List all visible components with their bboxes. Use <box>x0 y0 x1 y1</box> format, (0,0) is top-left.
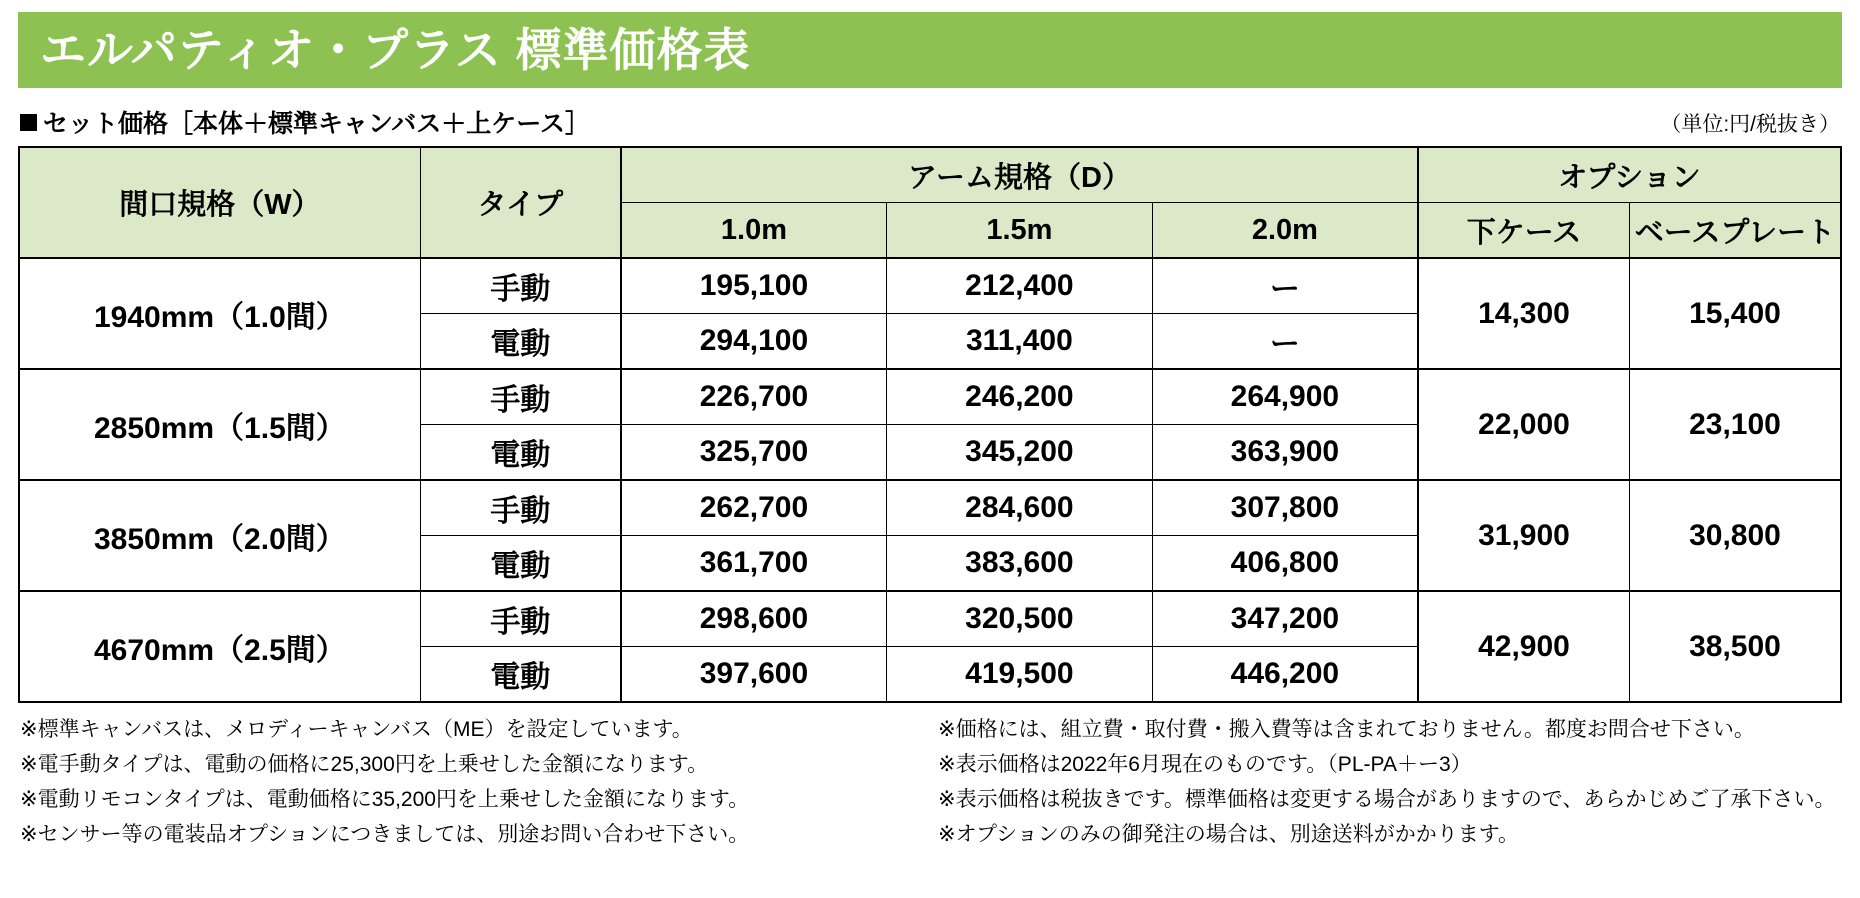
note-item: ※電動リモコンタイプは、電動価格に35,200円を上乗せした金額になります。 <box>20 787 750 811</box>
set-price-label <box>20 104 590 140</box>
price-table <box>18 146 1842 703</box>
row-width-spec: 1940mm（1.0間） <box>19 258 420 369</box>
price-cell: 345,200 <box>887 425 1153 481</box>
option-lower-case-cell: 42,900 <box>1418 591 1629 702</box>
price-cell: 246,200 <box>887 369 1153 425</box>
note-item: ※表示価格は税抜きです。標準価格は変更する場合がありますので、あらかじめご了承下さい。 <box>938 787 1836 811</box>
option-base-plate-cell: 15,400 <box>1629 258 1841 369</box>
option-base-plate-cell: 23,100 <box>1629 369 1841 480</box>
option-base-plate-cell: 30,800 <box>1629 480 1841 591</box>
price-cell: 320,500 <box>887 591 1153 647</box>
row-width-spec: 3850mm（2.0間） <box>19 480 420 591</box>
bullet-square-icon <box>20 114 37 131</box>
header-arm-1-5m: 1.5m <box>887 203 1153 259</box>
price-cell: 406,800 <box>1152 536 1418 592</box>
header-arm-spec: アーム規格（D） <box>621 147 1418 203</box>
price-cell: 311,400 <box>887 314 1153 370</box>
set-price-text: セット価格［本体＋標準キャンバス＋上ケース］ <box>43 110 591 138</box>
row-type: 電動 <box>420 536 621 592</box>
price-cell: 325,700 <box>621 425 887 481</box>
row-width-spec: 2850mm（1.5間） <box>19 369 420 480</box>
price-cell: 363,900 <box>1152 425 1418 481</box>
price-table-page <box>0 12 1860 898</box>
price-cell: 226,700 <box>621 369 887 425</box>
price-cell: 307,800 <box>1152 480 1418 536</box>
price-cell: 419,500 <box>887 647 1153 703</box>
header-width-spec: 間口規格（W） <box>19 147 420 258</box>
note-item: ※電手動タイプは、電動の価格に25,300円を上乗せした金額になります。 <box>20 752 709 776</box>
price-cell: ー <box>1152 314 1418 370</box>
row-type: 電動 <box>420 647 621 703</box>
price-cell: 361,700 <box>621 536 887 592</box>
header-option-base-plate: ベースプレート <box>1629 203 1841 259</box>
price-cell: 383,600 <box>887 536 1153 592</box>
note-item: ※表示価格は2022年6月現在のものです。（PL‐PA＋ー3） <box>938 752 1472 776</box>
title-bar <box>18 12 1842 88</box>
notes-column-left <box>20 717 930 857</box>
option-base-plate-cell: 38,500 <box>1629 591 1841 702</box>
table-row <box>19 258 1841 314</box>
notes-section <box>18 717 1842 857</box>
row-type: 手動 <box>420 480 621 536</box>
header-arm-2-0m: 2.0m <box>1152 203 1418 259</box>
row-type: 手動 <box>420 369 621 425</box>
price-cell: 298,600 <box>621 591 887 647</box>
note-item: ※オプションのみの御発注の場合は、別途送料がかかります。 <box>938 822 1520 846</box>
header-type: タイプ <box>420 147 621 258</box>
price-cell: 284,600 <box>887 480 1153 536</box>
price-cell: 212,400 <box>887 258 1153 314</box>
note-item: ※標準キャンバスは、メロディーキャンバス（ME）を設定しています。 <box>20 718 693 741</box>
table-row <box>19 480 1841 536</box>
unit-note: （単位:円/税抜き） <box>1660 113 1840 136</box>
price-cell: 264,900 <box>1152 369 1418 425</box>
row-type: 電動 <box>420 314 621 370</box>
row-type: 手動 <box>420 591 621 647</box>
price-cell: 262,700 <box>621 480 887 536</box>
header-option: オプション <box>1418 147 1841 203</box>
price-cell: 195,100 <box>621 258 887 314</box>
page-title: エルパティオ・プラス 標準価格表 <box>40 24 751 76</box>
notes-column-right <box>930 717 1840 857</box>
option-lower-case-cell: 14,300 <box>1418 258 1629 369</box>
note-item: ※センサー等の電装品オプションにつきましては、別途お問い合わせ下さい。 <box>20 822 750 846</box>
table-row <box>19 369 1841 425</box>
subheader-row <box>18 104 1842 140</box>
price-cell: 294,100 <box>621 314 887 370</box>
row-width-spec: 4670mm（2.5間） <box>19 591 420 702</box>
price-cell: ー <box>1152 258 1418 314</box>
table-row <box>19 591 1841 647</box>
price-cell: 347,200 <box>1152 591 1418 647</box>
header-option-lower-case: 下ケース <box>1418 203 1629 259</box>
row-type: 電動 <box>420 425 621 481</box>
row-type: 手動 <box>420 258 621 314</box>
price-cell: 397,600 <box>621 647 887 703</box>
table-header-row-1 <box>19 147 1841 203</box>
price-cell: 446,200 <box>1152 647 1418 703</box>
option-lower-case-cell: 31,900 <box>1418 480 1629 591</box>
note-item: ※価格には、組立費・取付費・搬入費等は含まれておりません。都度お問合せ下さい。 <box>938 718 1755 741</box>
header-arm-1-0m: 1.0m <box>621 203 887 259</box>
option-lower-case-cell: 22,000 <box>1418 369 1629 480</box>
